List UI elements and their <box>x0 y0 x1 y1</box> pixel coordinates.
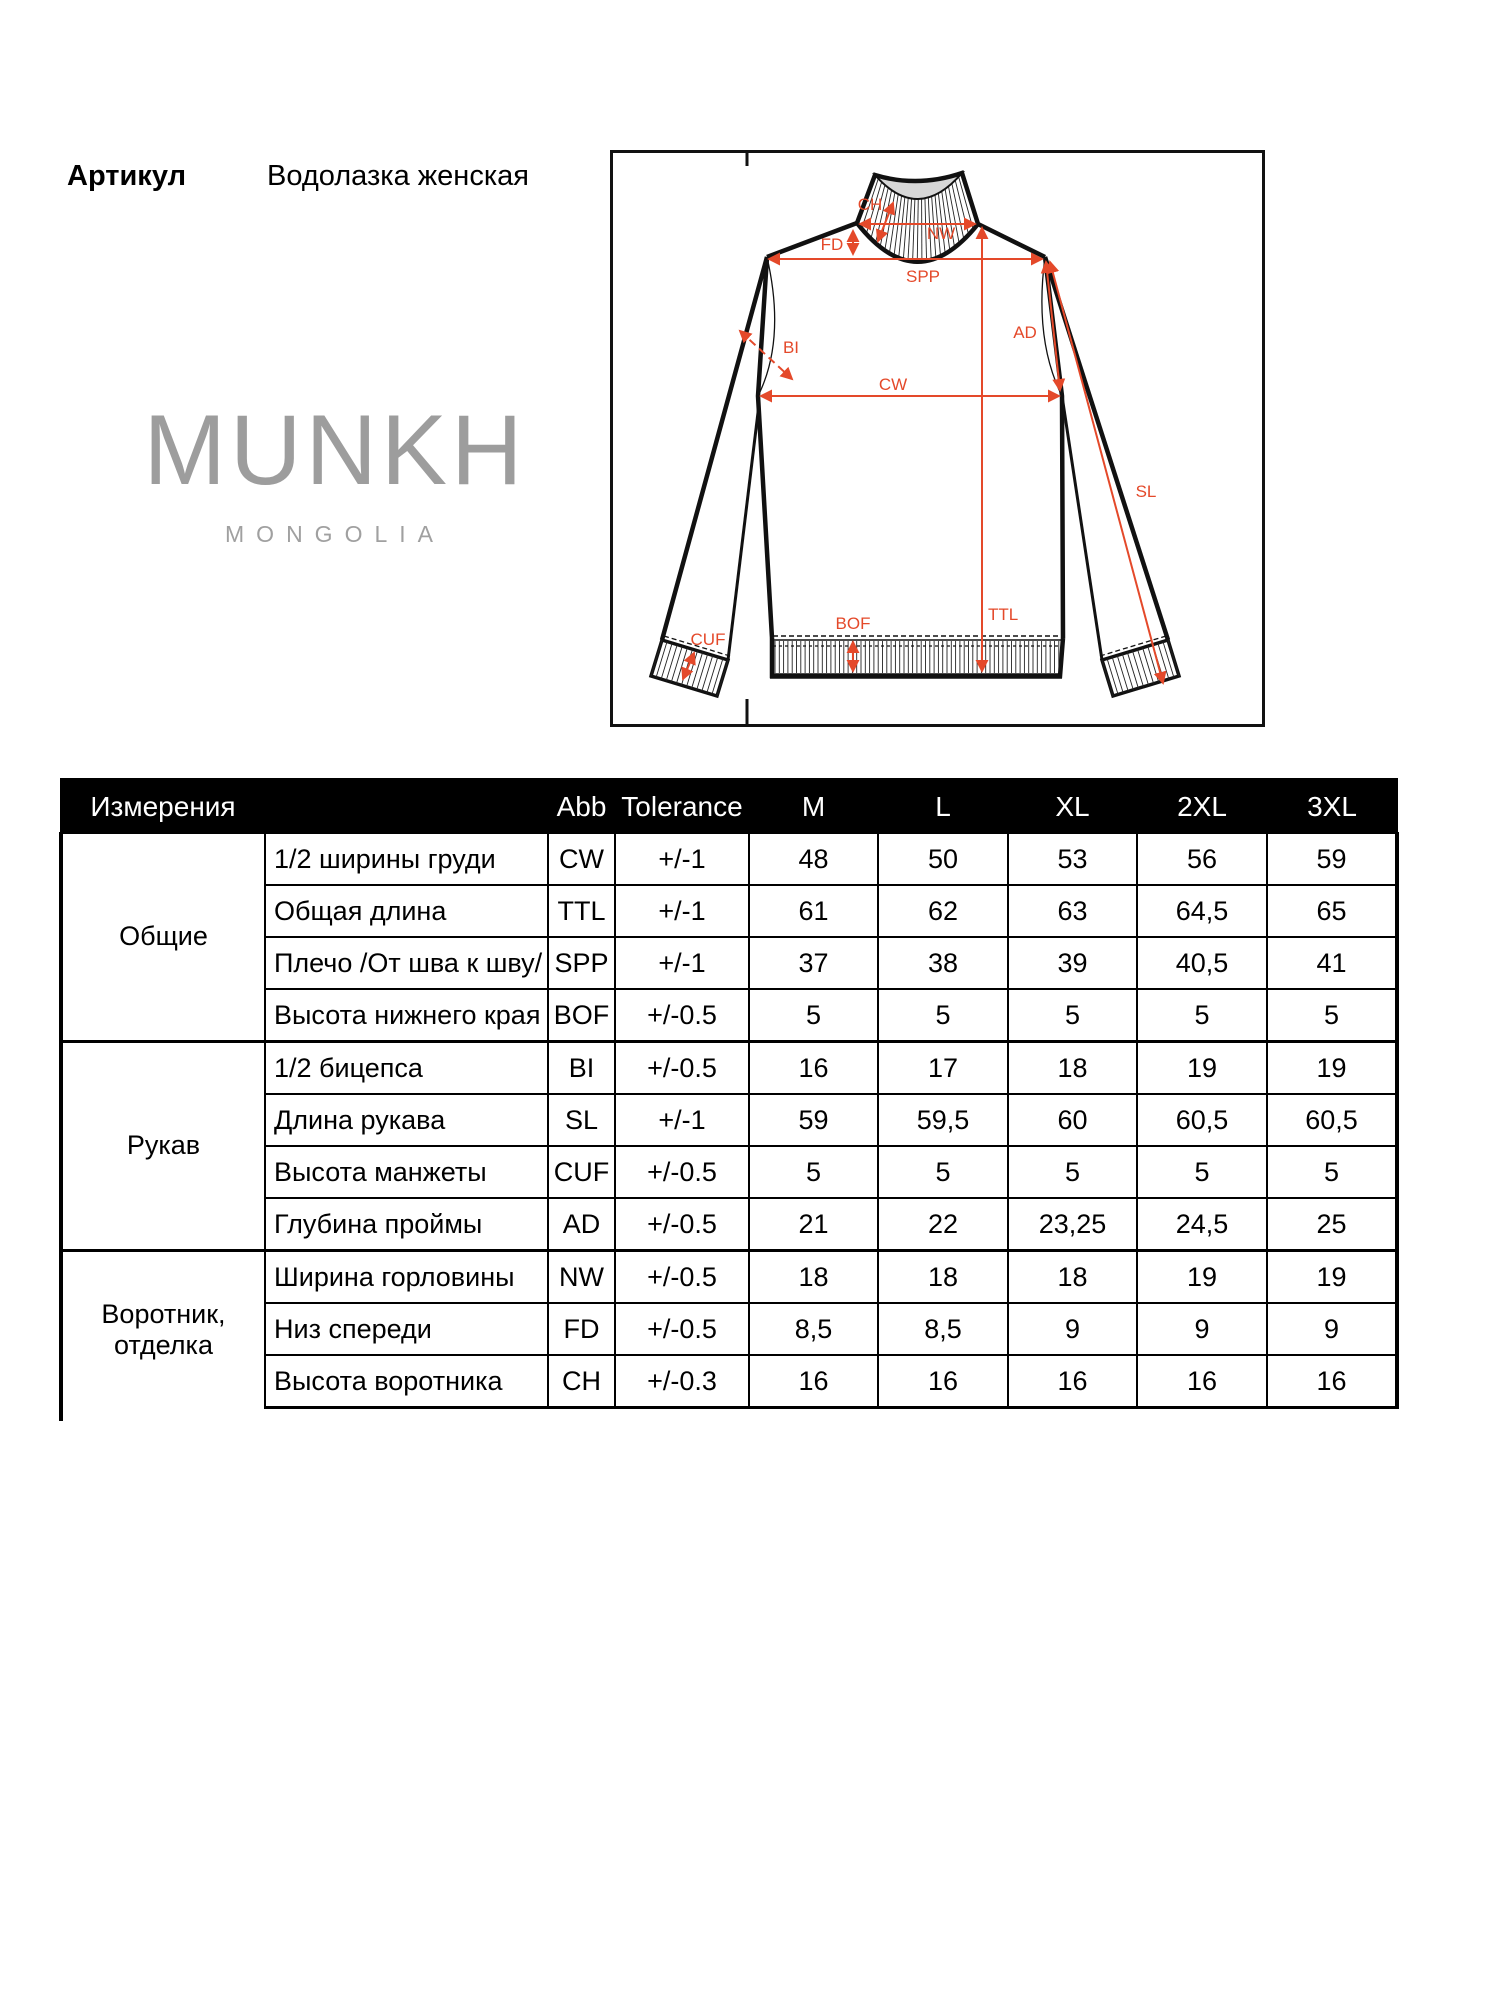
product-name: Водолазка женская <box>267 160 529 192</box>
value-xl: 23,25 <box>1008 1198 1137 1251</box>
header-tolerance: Tolerance <box>615 780 749 833</box>
value-2xl: 5 <box>1137 989 1267 1042</box>
value-l: 5 <box>878 1146 1008 1198</box>
group-label-sleeve: Рукав <box>61 1042 265 1251</box>
size-table <box>59 778 1399 1409</box>
row-abb: BI <box>548 1042 615 1095</box>
value-m: 18 <box>749 1251 878 1304</box>
group-label-collar: Воротник, отделка <box>61 1251 265 1408</box>
row-tolerance: +/-1 <box>615 937 749 989</box>
row-tolerance: +/-0.3 <box>615 1355 749 1408</box>
value-3xl: 9 <box>1267 1303 1397 1355</box>
value-l: 62 <box>878 885 1008 937</box>
value-m: 59 <box>749 1094 878 1146</box>
label-bottom-finish: BOF <box>835 614 871 633</box>
value-3xl: 5 <box>1267 989 1397 1042</box>
garment-diagram-frame <box>610 150 1265 727</box>
value-l: 18 <box>878 1251 1008 1304</box>
row-name: Общая длина <box>265 885 548 937</box>
row-abb: CUF <box>548 1146 615 1198</box>
table-row <box>61 833 1397 885</box>
value-3xl: 19 <box>1267 1042 1397 1095</box>
value-3xl: 65 <box>1267 885 1397 937</box>
row-name: Ширина горловины <box>265 1251 548 1304</box>
value-3xl: 16 <box>1267 1355 1397 1408</box>
label-armhole-depth: AD <box>1013 323 1037 342</box>
header-size-3xl: 3XL <box>1267 780 1397 833</box>
sweater-sketch <box>613 153 1262 724</box>
label-shoulder-point: SPP <box>905 267 941 286</box>
value-2xl: 19 <box>1137 1042 1267 1095</box>
table-row <box>61 1042 1397 1095</box>
value-m: 5 <box>749 1146 878 1198</box>
row-tolerance: +/-0.5 <box>615 1251 749 1304</box>
row-tolerance: +/-0.5 <box>615 989 749 1042</box>
row-tolerance: +/-0.5 <box>615 1198 749 1251</box>
value-l: 50 <box>878 833 1008 885</box>
value-xl: 9 <box>1008 1303 1137 1355</box>
value-2xl: 9 <box>1137 1303 1267 1355</box>
brand-country: MONGOLIA <box>225 521 445 547</box>
row-abb: CH <box>548 1355 615 1408</box>
row-tolerance: +/-1 <box>615 833 749 885</box>
label-sleeve-length: SL <box>1135 482 1157 501</box>
value-xl: 53 <box>1008 833 1137 885</box>
label-cuff: CUF <box>690 630 726 649</box>
header-size-l: L <box>878 780 1008 833</box>
header-size-2xl: 2XL <box>1137 780 1267 833</box>
value-2xl: 19 <box>1137 1251 1267 1304</box>
row-tolerance: +/-1 <box>615 1094 749 1146</box>
row-name: 1/2 бицепса <box>265 1042 548 1095</box>
header-size-m: M <box>749 780 878 833</box>
row-abb: FD <box>548 1303 615 1355</box>
value-2xl: 5 <box>1137 1146 1267 1198</box>
value-m: 16 <box>749 1355 878 1408</box>
value-xl: 60 <box>1008 1094 1137 1146</box>
label-collar-height: CH <box>857 195 883 214</box>
value-xl: 5 <box>1008 989 1137 1042</box>
group-label-general: Общие <box>61 833 265 1042</box>
label-chest-width: CW <box>878 375 908 394</box>
value-3xl: 60,5 <box>1267 1094 1397 1146</box>
brand-name: MUNKH <box>143 394 527 505</box>
row-name: Длина рукава <box>265 1094 548 1146</box>
row-abb: TTL <box>548 885 615 937</box>
value-2xl: 64,5 <box>1137 885 1267 937</box>
value-l: 38 <box>878 937 1008 989</box>
value-xl: 18 <box>1008 1042 1137 1095</box>
value-l: 17 <box>878 1042 1008 1095</box>
value-m: 21 <box>749 1198 878 1251</box>
value-2xl: 60,5 <box>1137 1094 1267 1146</box>
row-name: Высота манжеты <box>265 1146 548 1198</box>
label-total-length: TTL <box>988 605 1019 624</box>
row-tolerance: +/-0.5 <box>615 1042 749 1095</box>
row-abb: CW <box>548 833 615 885</box>
value-xl: 5 <box>1008 1146 1137 1198</box>
value-m: 61 <box>749 885 878 937</box>
value-m: 16 <box>749 1042 878 1095</box>
value-l: 8,5 <box>878 1303 1008 1355</box>
value-3xl: 41 <box>1267 937 1397 989</box>
value-l: 16 <box>878 1355 1008 1408</box>
value-l: 5 <box>878 989 1008 1042</box>
row-abb: SPP <box>548 937 615 989</box>
label-bicep: BI <box>782 338 800 357</box>
table-header-row <box>61 780 1397 833</box>
label-neck-width: NW <box>926 224 956 243</box>
brand-logo <box>120 394 550 548</box>
value-3xl: 25 <box>1267 1198 1397 1251</box>
value-m: 37 <box>749 937 878 989</box>
value-2xl: 24,5 <box>1137 1198 1267 1251</box>
article-label: Артикул <box>67 160 186 192</box>
value-m: 48 <box>749 833 878 885</box>
row-abb: NW <box>548 1251 615 1304</box>
table-left-border-extension <box>59 1404 63 1421</box>
value-2xl: 16 <box>1137 1355 1267 1408</box>
value-m: 8,5 <box>749 1303 878 1355</box>
header-size-xl: XL <box>1008 780 1137 833</box>
value-2xl: 56 <box>1137 833 1267 885</box>
value-2xl: 40,5 <box>1137 937 1267 989</box>
value-m: 5 <box>749 989 878 1042</box>
row-name: Высота воротника <box>265 1355 548 1408</box>
value-l: 59,5 <box>878 1094 1008 1146</box>
row-tolerance: +/-1 <box>615 885 749 937</box>
row-name: Глубина проймы <box>265 1198 548 1251</box>
value-xl: 39 <box>1008 937 1137 989</box>
value-l: 22 <box>878 1198 1008 1251</box>
header-measure: Измерения <box>61 780 265 833</box>
row-name: Высота нижнего края <box>265 989 548 1042</box>
row-abb: AD <box>548 1198 615 1251</box>
row-name: Плечо /От шва к шву/ <box>265 937 548 989</box>
value-3xl: 19 <box>1267 1251 1397 1304</box>
row-name: Низ спереди <box>265 1303 548 1355</box>
row-abb: BOF <box>548 989 615 1042</box>
value-3xl: 59 <box>1267 833 1397 885</box>
header-name-spacer <box>265 780 548 833</box>
value-xl: 63 <box>1008 885 1137 937</box>
value-xl: 16 <box>1008 1355 1137 1408</box>
row-abb: SL <box>548 1094 615 1146</box>
value-xl: 18 <box>1008 1251 1137 1304</box>
value-3xl: 5 <box>1267 1146 1397 1198</box>
row-name: 1/2 ширины груди <box>265 833 548 885</box>
row-tolerance: +/-0.5 <box>615 1303 749 1355</box>
header-abb: Abb <box>548 780 615 833</box>
row-tolerance: +/-0.5 <box>615 1146 749 1198</box>
label-front-drop: FD <box>820 235 844 254</box>
table-row <box>61 1251 1397 1304</box>
